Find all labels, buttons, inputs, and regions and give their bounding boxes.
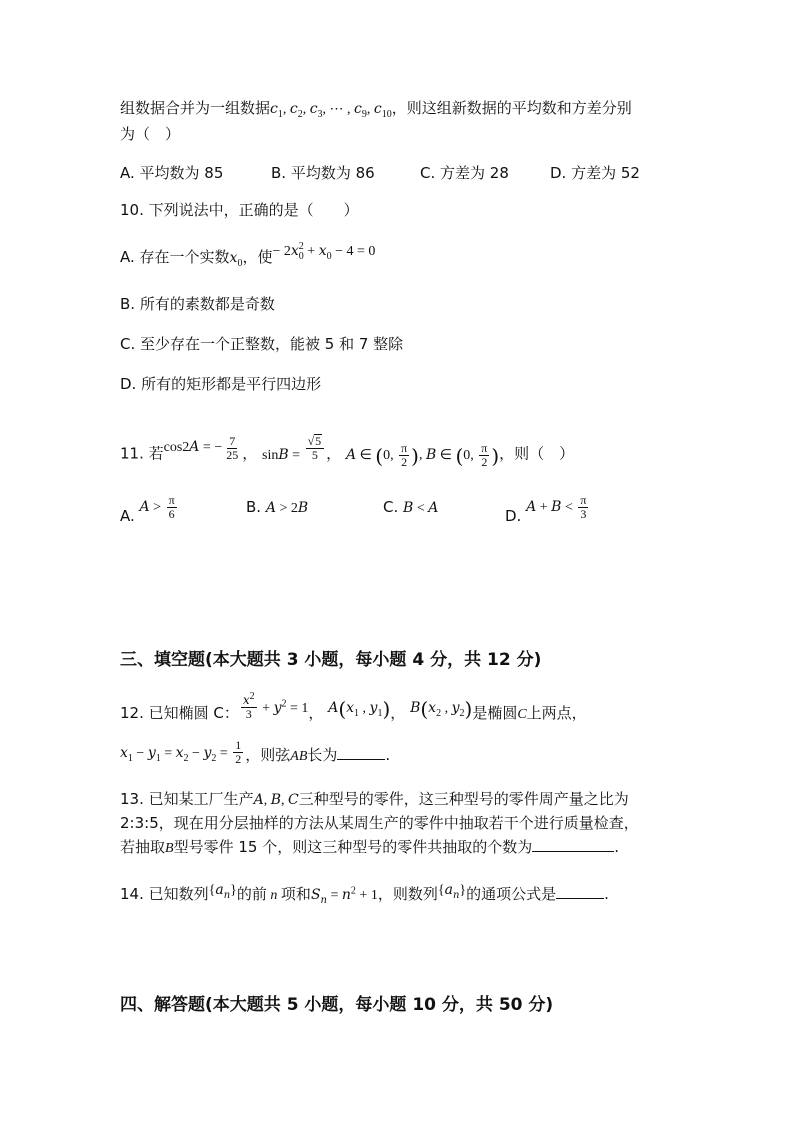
q13-line2: 2:3:5，现在用分层抽样的方法从某周生产的零件中抽取若干个进行质量检查， xyxy=(120,814,639,832)
q12-period: . xyxy=(385,746,391,764)
q14-an-1: $\{a_n\}$ xyxy=(208,882,237,901)
q11-option-b-label: B. xyxy=(246,498,262,516)
q9-c-sequence: $c_1$, $c_2$, $c_3$, ⋯ , $c_9$, $c_{10}$ xyxy=(270,101,392,120)
q11-prefix: 11. 若 xyxy=(120,444,164,463)
q12-prefix: 12. 已知椭圆 C： xyxy=(120,704,239,722)
q10-x0: $x_0$ xyxy=(229,250,243,269)
q12-line2-end: 长为 xyxy=(307,746,338,764)
q9-line1-suffix: ，则这组新数据的平均数和方差分别 xyxy=(391,99,632,117)
q14-mid3: ，则数列 xyxy=(377,885,438,903)
section-3-title: 三、填空题(本大题共 3 小题，每小题 4 分，共 12 分) xyxy=(120,650,542,670)
q14-suffix: 的通项公式是 xyxy=(466,885,557,903)
q13-line1-suffix: 三种型号的零件，这三种型号的零件周产量之比为 xyxy=(298,790,629,808)
q10-option-a-mid: ，使 xyxy=(242,248,273,266)
q11-sin-expr: sinB = xyxy=(262,446,304,463)
q11-a-interval: A ∈ (0, $\frac{\pi}{2}$ ) xyxy=(345,440,419,469)
q10-stem: 10. 下列说法中，正确的是（ ） xyxy=(120,201,359,219)
q11-option-a-math: A > $\frac{\pi}{6}$ xyxy=(139,493,175,521)
q9-line1-text: 组数据合并为一组数据 xyxy=(120,99,271,117)
q10-equation: − $2x_0^2 + x_0 - 4 = 0$ xyxy=(272,241,376,262)
q12-ellipse-rest: + $y^2 = 1$ xyxy=(258,698,309,716)
q13-line3 xyxy=(120,837,619,859)
q13-answer-blank[interactable] xyxy=(532,837,614,852)
q12-point-b: $B(x_2$ , $y_2$) xyxy=(410,696,473,721)
q10-option-b[interactable]: B. 所有的素数都是奇数 xyxy=(120,295,275,313)
q14-n: n xyxy=(266,888,281,903)
q9-line1 xyxy=(120,98,632,120)
q9-option-c[interactable]: C. 方差为 28 xyxy=(420,164,509,182)
q14-mid2: 项和 xyxy=(280,885,311,903)
q12-mid2: 上两点， xyxy=(526,704,587,722)
q11-option-d-label: D. xyxy=(505,506,522,525)
section-4-title: 四、解答题(本大题共 5 小题，每小题 10 分，共 50 分) xyxy=(120,995,554,1015)
q12-answer-blank[interactable] xyxy=(337,745,385,760)
q12-point-a: $A(x_1$ , $y_1$) xyxy=(328,696,391,721)
q11-option-b-math: A > 2B xyxy=(265,500,309,516)
q12-frac-1-2: $\frac{1}{2}$ xyxy=(235,738,242,766)
q10-option-c[interactable]: C. 至少存在一个正整数，能被 5 和 7 整除 xyxy=(120,335,404,353)
q11-option-c[interactable] xyxy=(383,498,438,517)
q9-line2: 为（ ） xyxy=(120,125,181,143)
q12-ab: AB xyxy=(290,749,308,764)
q11-frac-sqrt5-5: $\frac{√5}{5}$ xyxy=(306,434,325,462)
q14-answer-blank[interactable] xyxy=(556,884,604,899)
q14-an-2: $\{a_n\}$ xyxy=(437,882,467,901)
q14-period: . xyxy=(604,885,609,903)
q13-line1-prefix: 13. 已知某工厂生产 xyxy=(120,790,254,808)
q11-suffix: ，则（ ） xyxy=(499,444,575,463)
q12-condition: $x_1 - y_1 = x_2 - y_2$ = xyxy=(120,745,232,764)
q12-line1: 12. 已知椭圆 C： $\frac{x^2}{3}$ + $y^2 = 1$， $A(x_1$ , $y_1$)， $B(x_2$ , $y_2$)是椭圆C上两点， xyxy=(120,691,587,722)
q12-mid: 是椭圆 xyxy=(472,704,518,722)
q14-sn: $S_n = n^2 + 1$ xyxy=(310,885,378,906)
q12-frac-x2-3: $\frac{x^2}{3}$ xyxy=(242,691,255,721)
q11-b-interval: B ∈ (0, $\frac{\pi}{2}$ ) xyxy=(425,440,500,469)
q13-abc: A, B, C xyxy=(253,792,299,808)
q11-option-d-math: A + B < $\frac{\pi}{3}$ xyxy=(526,493,587,521)
q13-line3-prefix: 若抽取 xyxy=(120,838,166,856)
q14-mid1: 的前 xyxy=(236,885,267,903)
q11-option-c-math: B < A xyxy=(403,500,439,516)
q12-line2-suffix: ，则弦 xyxy=(245,746,291,764)
q14-line xyxy=(120,884,609,906)
q11-option-b[interactable] xyxy=(246,498,308,517)
q11-option-c-label: C. xyxy=(383,498,399,516)
q11-option-d[interactable] xyxy=(505,493,590,525)
q9-option-a[interactable]: A. 平均数为 85 xyxy=(120,164,224,182)
q10-option-d[interactable]: D. 所有的矩形都是平行四边形 xyxy=(120,375,322,393)
q13-b: B xyxy=(165,841,174,856)
q11-option-a[interactable] xyxy=(120,493,179,525)
q14-prefix: 14. 已知数列 xyxy=(120,885,209,903)
q9-option-d[interactable]: D. 方差为 52 xyxy=(550,164,640,182)
q11-option-a-label: A. xyxy=(120,506,135,525)
q11-frac-7-25: $\frac{7}{25}$ xyxy=(226,433,239,462)
q13-line1 xyxy=(120,789,629,811)
q9-option-b[interactable]: B. 平均数为 86 xyxy=(271,164,375,182)
q10-option-a-prefix: A. 存在一个实数 xyxy=(120,248,230,266)
q10-option-a[interactable] xyxy=(120,241,376,269)
q12-c: C xyxy=(517,707,527,722)
q11-stem: 11. 若cos2A = − $\frac{7}{25}$ ， sinB = $\frac{√5}{5}$ ， A ∈ (0, $\frac{\pi}{2}$ ), B ∈ (0, $\frac{\pi}{2}$ )，则（ ） xyxy=(120,433,575,469)
q11-cos-expr: cos2A = − xyxy=(163,438,223,455)
q13-line3-suffix: 型号零件 15 个，则这三种型号的零件共抽取的个数为 xyxy=(173,838,533,856)
q12-line2 xyxy=(120,738,391,770)
q13-period: . xyxy=(614,838,619,856)
